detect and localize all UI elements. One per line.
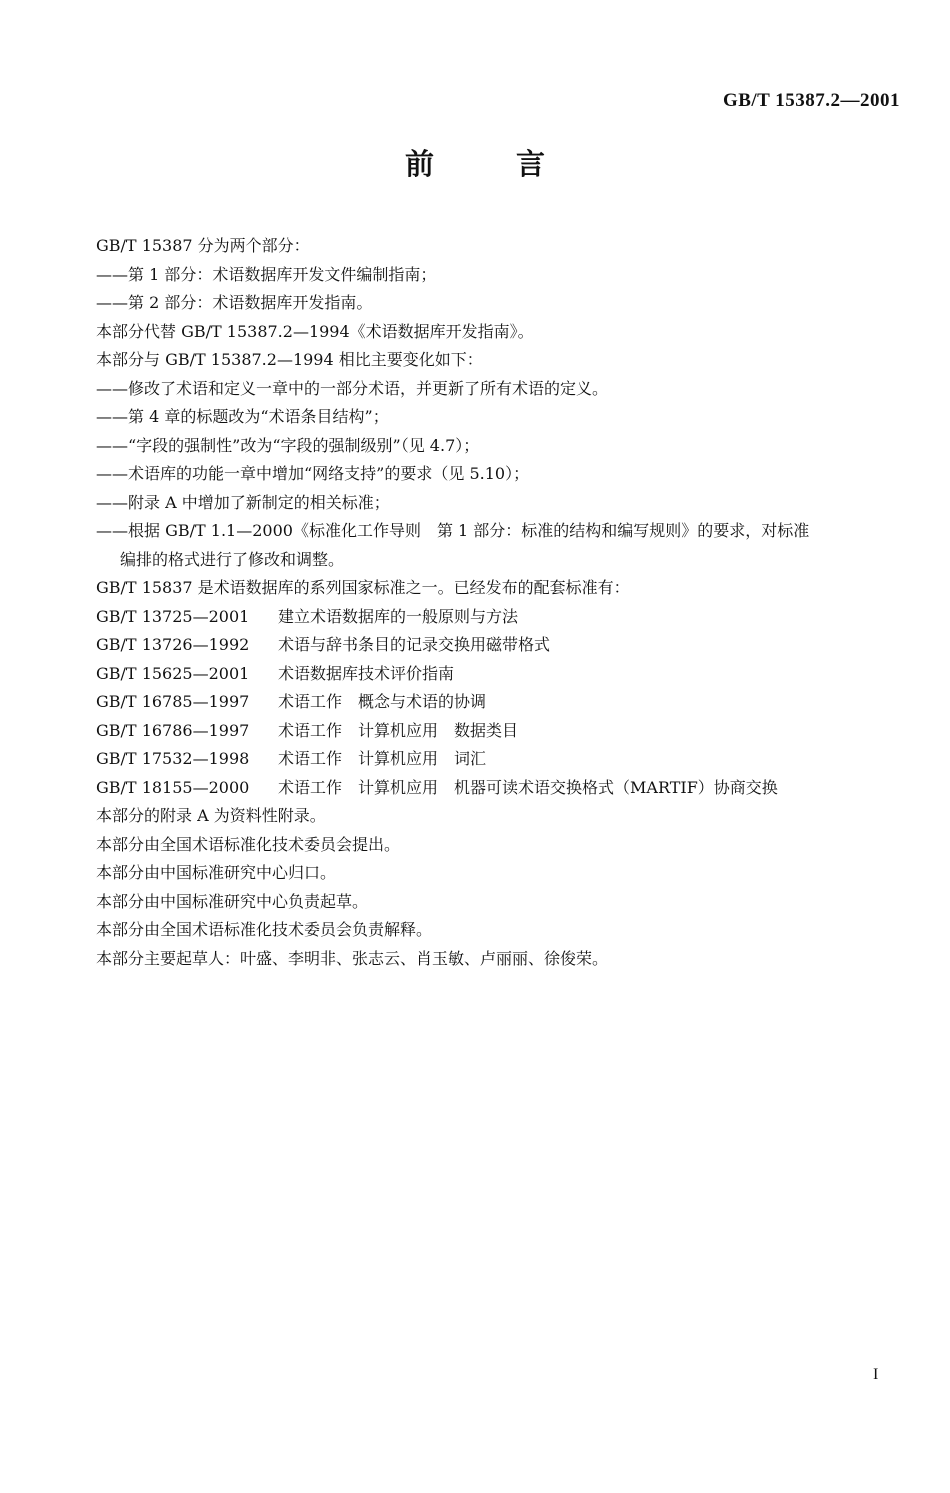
title-char-1: 前 (404, 147, 434, 181)
changes-intro: 本部分与 GB/T 15387.2—1994 相比主要变化如下： (96, 350, 483, 369)
replace-statement: 本部分代替 GB/T 15387.2—1994《术语数据库开发指南》。 (96, 321, 534, 341)
intro-line: GB/T 15387 分为两个部分： (96, 236, 310, 255)
standard-row (96, 774, 916, 803)
closing-line: 本部分由全国术语标准化技术委员会负责解释。 (96, 920, 433, 939)
closing-line: 本部分由中国标准研究中心负责起草。 (96, 891, 369, 911)
change-item: ——修改了术语和定义一章中的一部分术语，并更新了所有术语的定义。 (96, 378, 609, 398)
page-number: I (873, 1366, 879, 1383)
standard-row-name: 术语与辞书条目的记录交换用磁带格式 (278, 635, 551, 654)
standard-row-name: 术语工作 计算机应用 词汇 (278, 749, 487, 768)
closing-line: 本部分的附录 A 为资料性附录。 (96, 806, 326, 825)
standard-row-name: 建立术语数据库的一般原则与方法 (278, 606, 519, 626)
closing-line: 本部分由中国标准研究中心归口。 (96, 863, 337, 882)
page-title (0, 142, 950, 183)
standard-row (96, 631, 916, 660)
standard-row-code: GB/T 13726—1992 (96, 635, 250, 654)
standard-row-code: GB/T 16785—1997 (96, 692, 250, 711)
change-item: ——术语库的功能一章中增加“网络支持”的要求（见 5.10）； (96, 464, 530, 483)
standard-row-name: 术语工作 计算机应用 数据类目 (278, 720, 519, 740)
standard-row-code: GB/T 16786—1997 (96, 720, 250, 740)
change-item: ——“字段的强制性”改为“字段的强制级别”（见 4.7）； (96, 435, 480, 455)
drafters-line: 本部分主要起草人：叶盛、李明非、张志云、肖玉敏、卢丽丽、徐俊荣。 (96, 948, 609, 968)
standard-row-name: 术语数据库技术评价指南 (278, 663, 455, 683)
standard-row-name: 术语工作 概念与术语的协调 (278, 692, 487, 711)
part-2-item: ——第 2 部分：术语数据库开发指南。 (96, 293, 373, 312)
part-1-item: ——第 1 部分：术语数据库开发文件编制指南； (96, 264, 437, 284)
change-item-continuation: 编排的格式进行了修改和调整。 (120, 549, 345, 569)
standard-row-code: GB/T 18155—2000 (96, 777, 250, 797)
closing-line: 本部分由全国术语标准化技术委员会提出。 (96, 834, 401, 854)
standard-row (96, 745, 916, 774)
standard-row (96, 603, 916, 632)
series-intro: GB/T 15837 是术语数据库的系列国家标准之一。已经发布的配套标准有： (96, 578, 630, 597)
standard-row-code: GB/T 15625—2001 (96, 663, 250, 683)
standard-row (96, 660, 916, 689)
standard-row-code: GB/T 13725—2001 (96, 606, 250, 626)
standard-row (96, 717, 916, 746)
change-item: ——根据 GB/T 1.1—2000《标准化工作导则 第 1 部分：标准的结构和编写规则》的要求，对标准 (96, 521, 810, 540)
change-item: ——附录 A 中增加了新制定的相关标准； (96, 492, 390, 512)
standard-code: GB/T 15387.2—2001 (722, 90, 900, 111)
foreword-body (96, 232, 916, 973)
standard-row (96, 688, 916, 717)
title-char-2: 言 (516, 147, 546, 181)
change-item: ——第 4 章的标题改为“术语条目结构”； (96, 407, 389, 426)
standard-row-name: 术语工作 计算机应用 机器可读术语交换格式（MARTIF）协商交换 (278, 777, 778, 797)
standard-row-code: GB/T 17532—1998 (96, 749, 250, 768)
